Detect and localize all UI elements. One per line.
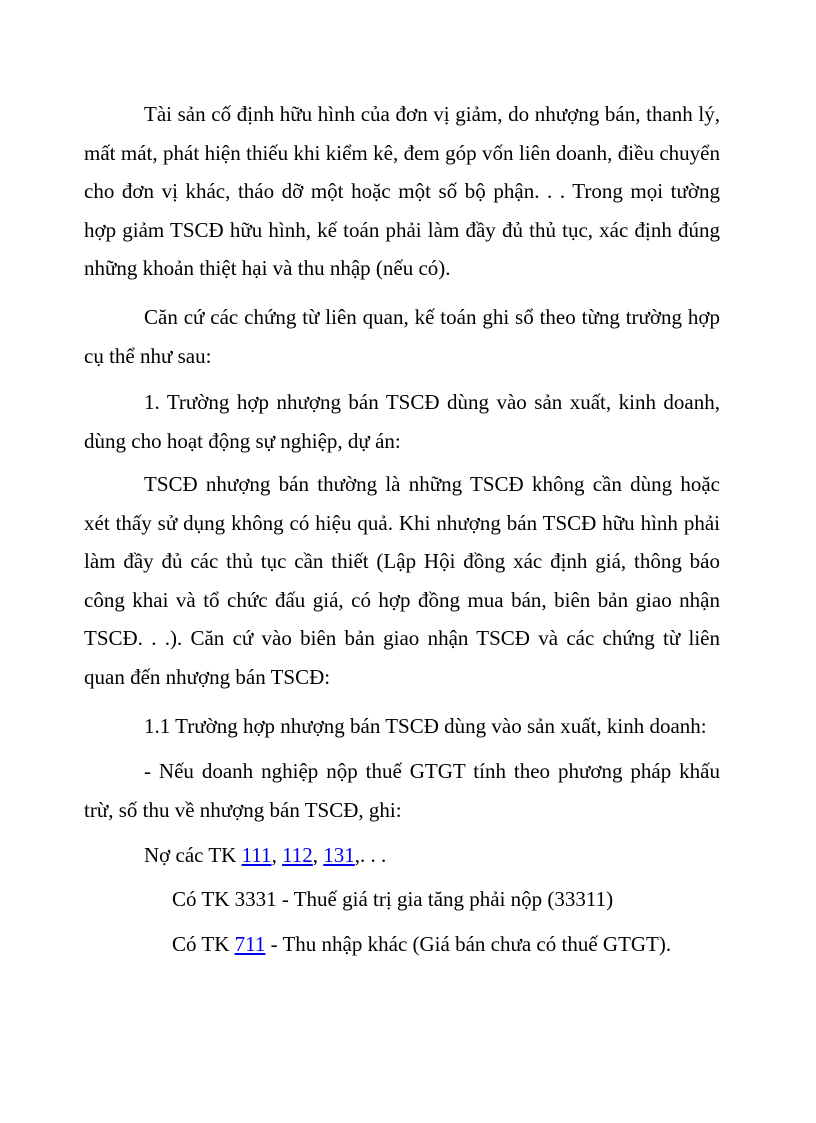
paragraph-case-1: 1. Trường hợp nhượng bán TSCĐ dùng vào sản xuất, kinh doanh, dùng cho hoạt động sự nghiệp, dự án: <box>84 390 720 453</box>
account-link-111[interactable]: 111 <box>241 843 272 867</box>
account-link-711[interactable]: 711 <box>234 932 266 956</box>
debit-separator-1: , <box>271 843 283 867</box>
paragraph-vat-deduction: - Nếu doanh nghiệp nộp thuế GTGT tính theo phương pháp khấu trừ, số thu về nhượng bán TSCĐ, ghi: <box>84 759 720 822</box>
debit-entry-prefix: Nợ các TK <box>144 843 242 867</box>
credit-entry-711-line <box>172 925 671 964</box>
paragraph-asset-reduction: Tài sản cố định hữu hình của đơn vị giảm, do nhượng bán, thanh lý, mất mát, phát hiện thiếu khi kiểm kê, đem góp vốn liên doanh, điều chuyển cho đơn vị khác, tháo dỡ một hoặc một số bộ phận. . . Trong mọi tường hợp giảm TSCĐ hữu hình, kế toán phải làm đầy đủ thủ tục, xác định đúng những khoản thiệt hại và thu nhập (nếu có). <box>84 102 720 280</box>
credit-entry-3331: Có TK 3331 - Thuế giá trị gia tăng phải nộp (33311) <box>172 887 614 911</box>
credit-entry-prefix: Có TK <box>172 932 235 956</box>
debit-entry-suffix: ,. . . <box>354 843 387 867</box>
debit-entry-line <box>144 836 386 875</box>
paragraph-case-1-1: 1.1 Trường hợp nhượng bán TSCĐ dùng vào sản xuất, kinh doanh: <box>144 714 707 738</box>
account-link-131[interactable]: 131 <box>323 843 355 867</box>
paragraph-accounting-basis: Căn cứ các chứng từ liên quan, kế toán ghi sổ theo từng trường hợp cụ thể như sau: <box>84 305 720 368</box>
debit-separator-2: , <box>312 843 324 867</box>
account-link-112[interactable]: 112 <box>282 843 313 867</box>
credit-entry-suffix: - Thu nhập khác (Giá bán chưa có thuế GTGT). <box>265 932 672 956</box>
paragraph-sale-description: TSCĐ nhượng bán thường là những TSCĐ không cần dùng hoặc xét thấy sử dụng không có hiệu quả. Khi nhượng bán TSCĐ hữu hình phải làm đầy đủ các thủ tục cần thiết (Lập Hội đồng xác định giá, thông báo công khai và tổ chức đấu giá, có hợp đồng mua bán, biên bản giao nhận TSCĐ. . .). Căn cứ vào biên bản giao nhận TSCĐ và các chứng từ liên quan đến nhượng bán TSCĐ: <box>84 472 720 689</box>
